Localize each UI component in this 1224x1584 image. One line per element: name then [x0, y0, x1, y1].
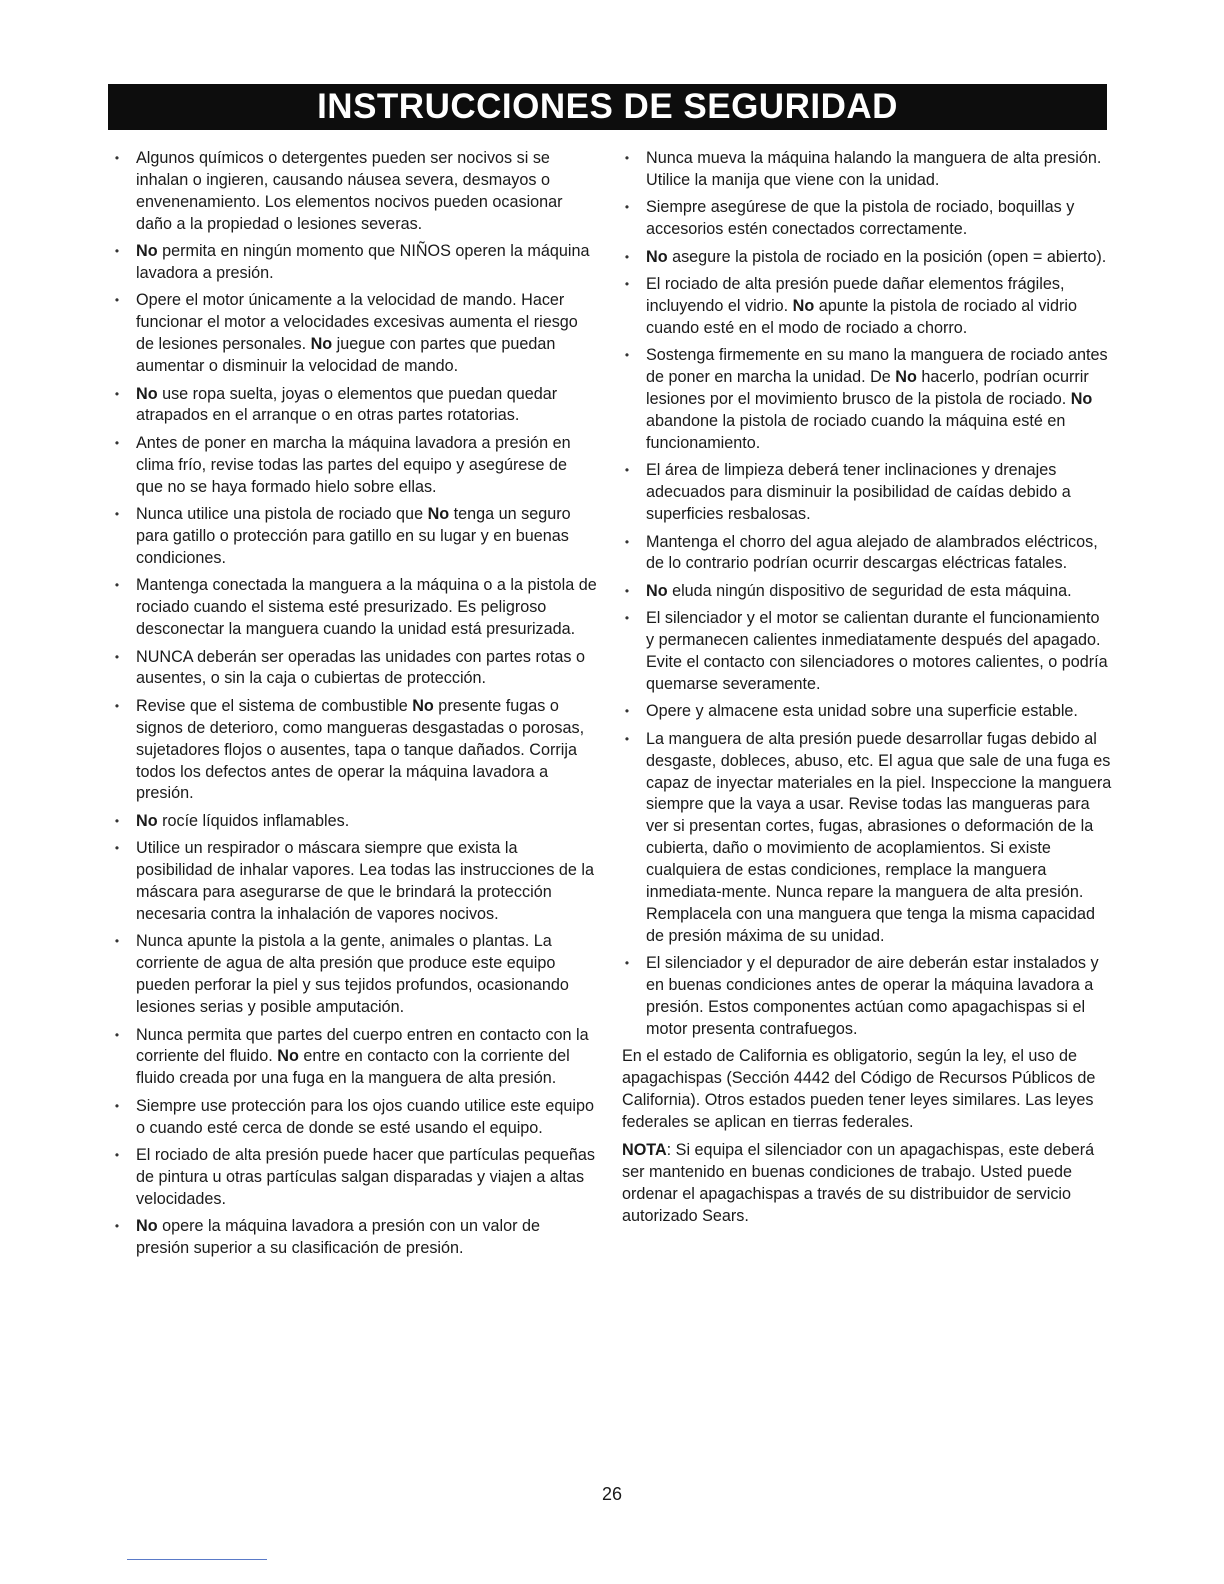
emphasis-text: No: [136, 242, 158, 261]
text-run: presente fugas o signos de deterioro, como mangueras desgastadas o porosas, sujetadores flojos o ausentes, tapa o tanque dañados. Corrija todos los defectos antes de operar la máquina lavadora a presión.: [136, 696, 585, 803]
text-run: Mantenga conectada la manguera a la máquina o a la pistola de rociado cuando el sistema esté presurizado. Es peligroso desconectar la manguera cuando la unidad está presurizada.: [136, 576, 597, 639]
bullet-icon: •: [114, 1098, 120, 1113]
bullet-icon: •: [624, 151, 630, 165]
bullet-icon: •: [624, 731, 630, 746]
text-run: opere la máquina lavadora a presión con un valor de presión superior a su clasificación de presión.: [136, 1217, 541, 1258]
safety-item: [112, 433, 597, 499]
text-run: permita en ningún momento que NIÑOS operen la máquina lavadora a presión.: [136, 242, 590, 283]
safety-item: [112, 504, 597, 570]
safety-item: [622, 148, 1112, 192]
safety-item: [112, 811, 597, 833]
text-run: El rociado de alta presión puede hacer que partículas pequeñas de pintura u otras partículas salgan disparadas y viajen a altas velocidades.: [136, 1146, 595, 1208]
text-run: Sostenga firmemente en su mano la manguera de rociado antes de poner en marcha la unidad. De: [646, 346, 1108, 387]
bullet-icon: •: [114, 507, 120, 522]
text-run: Nunca permita que partes del cuerpo entren en contacto con la corriente del fluido.: [136, 1025, 589, 1066]
text-run: hacerlo, podrían ocurrir lesiones por el movimiento brusco de la pistola de rociado.: [646, 368, 1089, 409]
text-run: En el estado de California es obligatorio, según la ley, el uso de apagachispas (Sección 4442 del Código de Recursos Públicos de California). Otros estados pueden tener leyes similares. Las leyes federales se aplican en tierras federales.: [622, 1047, 1096, 1132]
emphasis-text: No: [792, 296, 815, 315]
text-run: Antes de poner en marcha la máquina lavadora a presión en clima frío, revise todas las partes del equipo y asegúrese de que no se haya formado hielo sobre ellas.: [136, 433, 571, 496]
emphasis-text: No: [646, 247, 668, 266]
text-run: Algunos químicos o detergentes pueden ser nocivos si se inhalan o ingieren, causando náusea severa, desmayos o envenenamiento. Los elementos nocivos pueden ocasionar daño a la propiedad o lesiones severas.: [136, 149, 563, 233]
bullet-icon: •: [114, 151, 120, 165]
bullet-icon: •: [624, 463, 630, 478]
safety-item: [112, 148, 597, 236]
emphasis-text: No: [1070, 390, 1093, 409]
bullet-icon: •: [114, 841, 120, 856]
text-run: Siempre use protección para los ojos cuando utilice este equipo o cuando esté cerca de donde se esté usando el equipo.: [136, 1096, 595, 1137]
left-bullet-list: [112, 148, 597, 1260]
safety-item: [112, 696, 597, 806]
safety-item: [622, 460, 1112, 526]
bullet-icon: •: [114, 293, 120, 308]
text-run: El silenciador y el depurador de aire deberán estar instalados y en buenas condiciones antes de operar la máquina lavadora a presión. Estos componentes actúan como apagachispas si el motor presenta contrafuegos.: [646, 954, 1099, 1039]
safety-item: [622, 581, 1112, 603]
bullet-icon: •: [624, 249, 630, 264]
safety-item: [622, 701, 1112, 723]
text-run: entre en contacto con la corriente del fluido creada por una fuga en la manguera de alta presión.: [136, 1047, 570, 1088]
safety-item: [112, 384, 597, 428]
safety-item: [112, 1145, 597, 1211]
right-paragraphs: [622, 1046, 1112, 1227]
safety-item: [622, 197, 1112, 241]
bullet-icon: •: [624, 277, 630, 292]
safety-item: [622, 532, 1112, 576]
text-run: La manguera de alta presión puede desarrollar fugas debido al desgaste, dobleces, abuso, etc. El agua que sale de una fuga es capaz de inyectar materiales en la piel. Inspeccione la manguera siempre que la vaya a usar. Revise todas las mangueras para ver si presentan cortes, fugas, abrasiones o deformación de la cubierta, daño o movimiento de acoplamientos. Si existe cualquiera de estas condiciones, remplace la manguera inmediata-mente. Nunca repare la manguera de alta presión. Remplacela con una manguera que tenga la misma capacidad de presión máxima de su unidad.: [646, 729, 1112, 945]
bullet-icon: •: [114, 435, 120, 450]
bullet-icon: •: [624, 583, 630, 598]
emphasis-text: No: [277, 1047, 299, 1066]
emphasis-text: No: [895, 368, 917, 387]
text-run: rocíe líquidos inflamables.: [157, 811, 350, 830]
emphasis-text: No: [427, 505, 450, 524]
right-bullet-list: [622, 148, 1112, 1041]
emphasis-text: NOTA: [622, 1141, 667, 1160]
safety-item: [112, 575, 597, 641]
text-run: : Si equipa el silenciador con un apagachispas, este deberá ser mantenido en buenas condiciones de trabajo. Usted puede ordenar el apagachispas a través de su distribuidor de servicio autorizado Sears.: [622, 1141, 1095, 1225]
right-column: [622, 148, 1112, 1234]
safety-item: [112, 1096, 597, 1140]
bullet-icon: •: [114, 1027, 120, 1042]
safety-item: [112, 1216, 597, 1260]
bottom-rule: [127, 1559, 267, 1560]
text-run: Opere y almacene esta unidad sobre una superficie estable.: [646, 702, 1078, 721]
left-column: [112, 148, 597, 1266]
text-run: eluda ningún dispositivo de seguridad de esta máquina.: [667, 581, 1072, 600]
safety-item: [622, 345, 1112, 455]
text-run: El silenciador y el motor se calientan durante el funcionamiento y permanecen calientes inmediatamente después del apagado. Evite el contacto con silenciadores o motores calientes, o podría quemarse severamente.: [646, 609, 1108, 693]
bullet-icon: •: [624, 611, 630, 626]
emphasis-text: No: [412, 696, 434, 715]
bullet-icon: •: [114, 578, 120, 593]
safety-item: [622, 953, 1112, 1041]
text-run: Revise que el sistema de combustible: [136, 696, 413, 715]
text-run: tenga un seguro para gatillo o protección para gatillo en su lugar y en buenas condiciones.: [136, 505, 571, 567]
text-run: asegure la pistola de rociado en la posición (open = abierto).: [667, 247, 1107, 266]
text-run: use ropa suelta, joyas o elementos que puedan quedar atrapados en el arranque o en otras partes rotatorias.: [136, 384, 558, 425]
california-paragraph: [622, 1046, 1112, 1134]
note-paragraph: [622, 1140, 1112, 1228]
emphasis-text: No: [136, 811, 158, 830]
emphasis-text: No: [136, 1217, 158, 1236]
text-run: Nunca apunte la pistola a la gente, animales o plantas. La corriente de agua de alta presión que produce este equipo pueden perforar la piel y sus tejidos profundos, ocasionando lesiones serias y posible amputación.: [136, 932, 569, 1017]
text-run: Nunca utilice una pistola de rociado que: [136, 505, 428, 524]
bullet-icon: •: [624, 534, 630, 549]
bullet-icon: •: [624, 956, 630, 971]
safety-item: [622, 729, 1112, 948]
safety-item: [622, 608, 1112, 696]
safety-item: [112, 1025, 597, 1091]
section-header: [108, 84, 1107, 130]
bullet-icon: •: [114, 934, 120, 949]
bullet-icon: •: [114, 813, 120, 828]
text-run: juegue con partes que puedan aumentar o disminuir la velocidad de mando.: [136, 335, 556, 376]
safety-item: [112, 647, 597, 691]
bullet-icon: •: [114, 386, 120, 401]
text-run: Opere el motor únicamente a la velocidad de mando. Hacer funcionar el motor a velocidades excesivas aumenta el riesgo de lesiones personales.: [136, 291, 578, 354]
emphasis-text: No: [310, 335, 333, 354]
bullet-icon: •: [114, 649, 120, 664]
text-run: abandone la pistola de rociado cuando la máquina esté en funcionamiento.: [646, 411, 1066, 452]
text-run: apunte la pistola de rociado al vidrio cuando esté en el modo de rociado a chorro.: [646, 296, 1078, 337]
text-run: El rociado de alta presión puede dañar elementos frágiles, incluyendo el vidrio.: [646, 275, 1065, 315]
text-run: Utilice un respirador o máscara siempre que exista la posibilidad de inhalar vapores. Lea todas las instrucciones de la máscara para asegurarse de que le brindará la protección necesaria contra la inhalación de vapores nocivos.: [136, 839, 595, 923]
section-title: INSTRUCCIONES DE SEGURIDAD: [317, 87, 898, 126]
text-run: NUNCA deberán ser operadas las unidades con partes rotas o ausentes, o sin la caja o cubiertas de protección.: [136, 647, 586, 688]
bullet-icon: •: [624, 200, 630, 215]
page-number: 26: [601, 1484, 623, 1504]
text-run: El área de limpieza deberá tener inclinaciones y drenajes adecuados para disminuir la posibilidad de caídas debido a superficies resbalosas.: [646, 461, 1071, 524]
text-run: Nunca mueva la máquina halando la manguera de alta presión. Utilice la manija que viene con la unidad.: [646, 149, 1102, 189]
bullet-icon: •: [624, 704, 630, 719]
text-run: Mantenga el chorro del agua alejado de alambrados eléctricos, de lo contrario podrían ocurrir descargas eléctricas fatales.: [646, 532, 1098, 573]
safety-item: [112, 241, 597, 285]
bullet-icon: •: [114, 244, 120, 259]
text-run: Siempre asegúrese de que la pistola de rociado, boquillas y accesorios estén conectados correctamente.: [646, 198, 1075, 239]
safety-item: [112, 290, 597, 378]
bullet-icon: •: [624, 348, 630, 363]
safety-item: [622, 274, 1112, 340]
bullet-icon: •: [114, 1219, 120, 1234]
safety-item: [112, 931, 597, 1019]
bullet-icon: •: [114, 1148, 120, 1163]
safety-item: [622, 247, 1112, 269]
emphasis-text: No: [136, 384, 158, 403]
bullet-icon: •: [114, 698, 120, 713]
emphasis-text: No: [646, 581, 668, 600]
safety-item: [112, 838, 597, 926]
